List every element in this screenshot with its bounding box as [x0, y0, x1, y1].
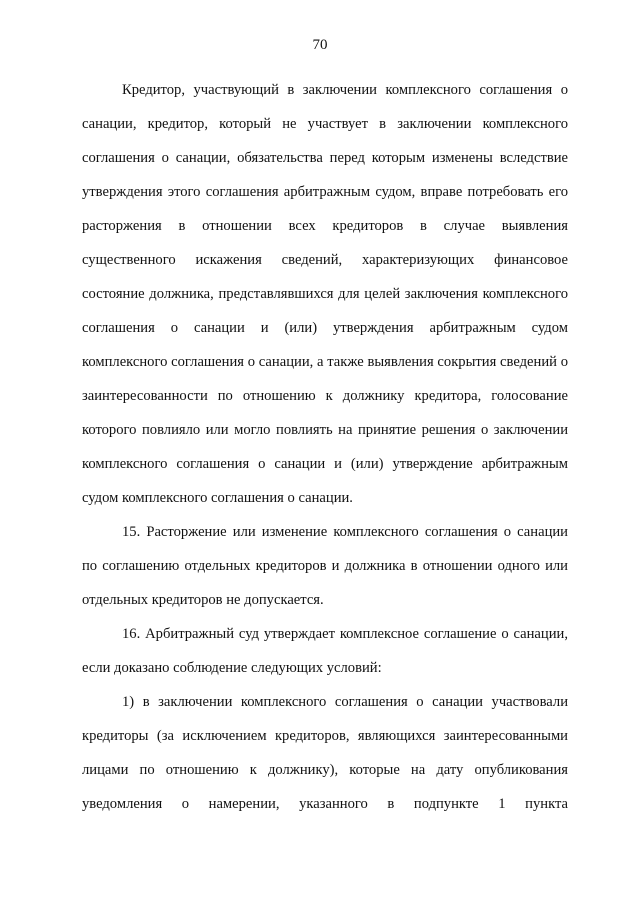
document-body	[82, 73, 568, 821]
paragraph-item-16: 16. Арбитражный суд утверждает комплексное соглашение о санации, если доказано соблюдение следующих условий:	[82, 626, 568, 676]
paragraph-creditor-termination-right: Кредитор, участвующий в заключении комплексного соглашения о санации, кредитор, который не участвует в заключении комплексного соглашения о санации, обязательства перед которым изменены вследствие утверждения этого соглашения арбитражным судом, вправе потребовать его расторжения в отношении всех кредиторов в случае выявления существенного искажения сведений, характеризующих финансовое состояние должника, представлявшихся для целей заключения комплексного соглашения о санации и (или) утверждения арбитражным судом комплексного соглашения о санации, а также выявления сокрытия сведений о заинтересованности по отношению к должнику кредитора, голосование которого повлияло или могло повлиять на принятие решения о заключении комплексного соглашения о санации и (или) утверждение арбитражным судом комплексного соглашения о санации.	[82, 82, 568, 506]
page-number: 70	[312, 37, 328, 53]
paragraph-item-16-subitem-1: 1) в заключении комплексного соглашения о санации участвовали кредиторы (за исключением кредиторов, являющихся заинтересованными лицами по отношению к должнику), которые на дату опубликования уведомления о намерении, указанного в подпункте 1 пункта	[82, 694, 568, 812]
paragraph-item-15: 15. Расторжение или изменение комплексного соглашения о санации по соглашению отдельных кредиторов и должника в отношении одного или отдельных кредиторов не допускается.	[82, 524, 568, 608]
